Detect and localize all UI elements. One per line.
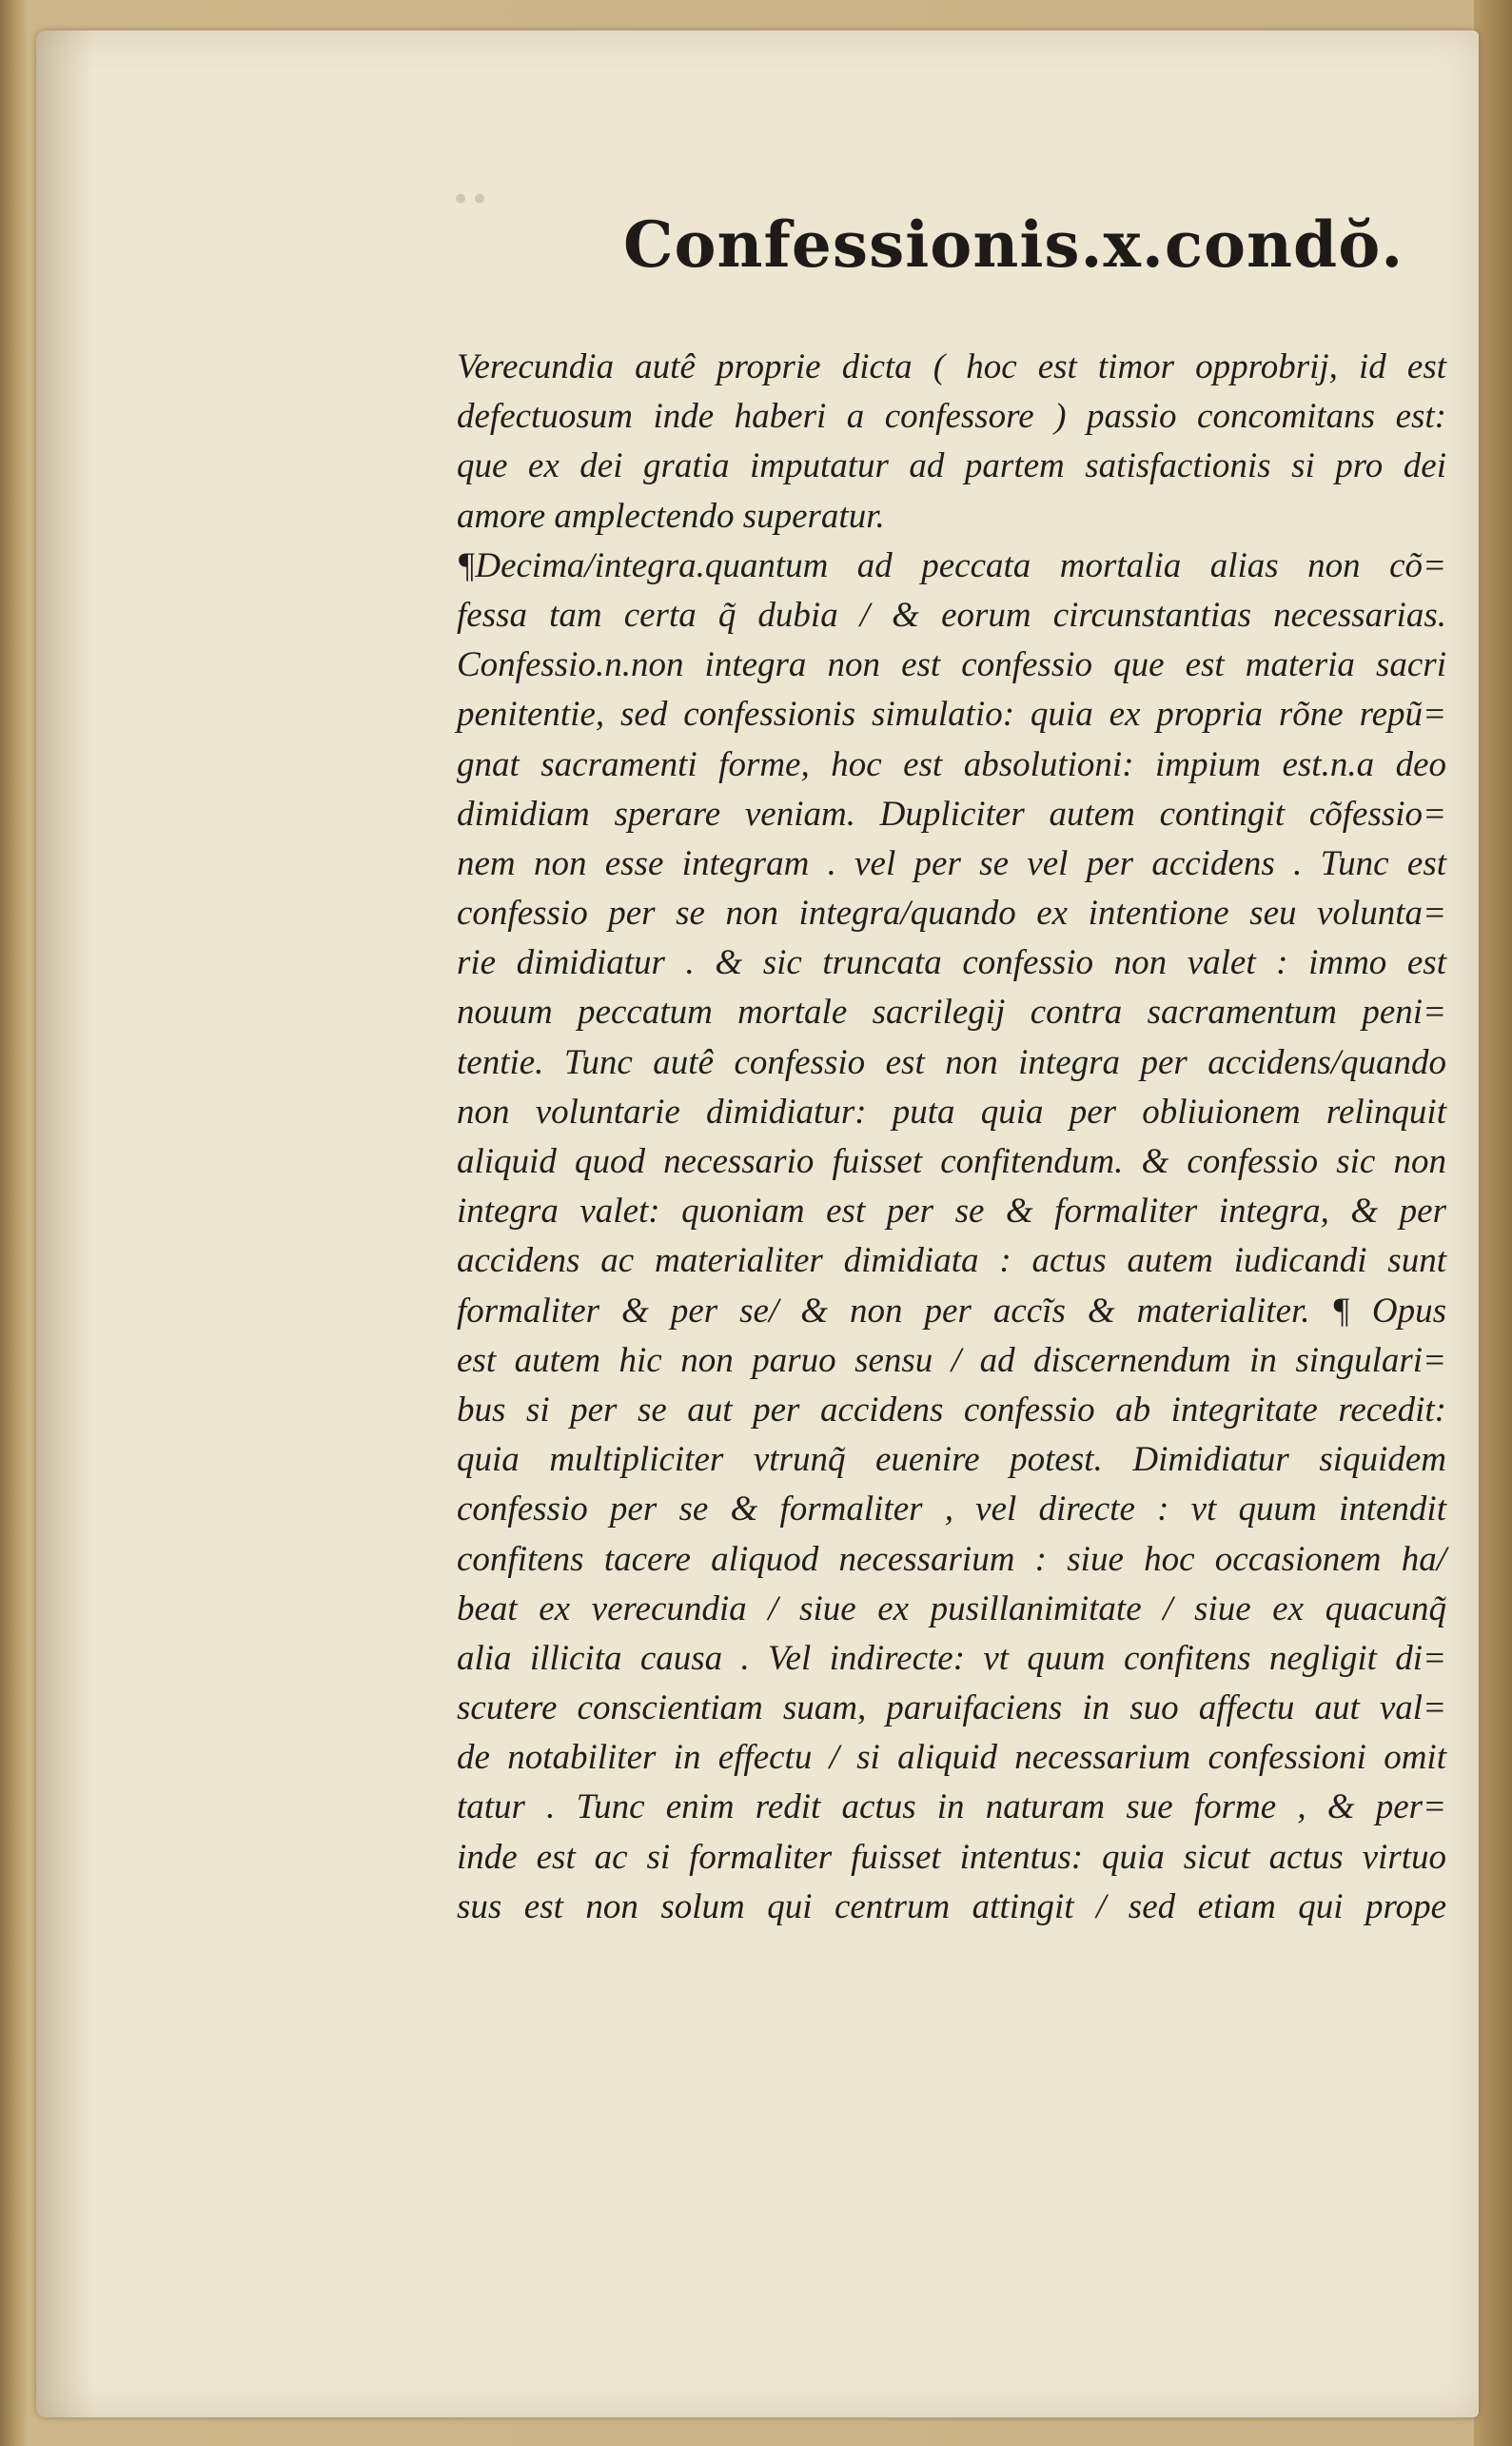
text-line: Verecundia autê proprie dicta ( hoc est timor opprobrij, id est: [457, 347, 1446, 386]
text-line: integra valet: quoniam est per se & formaliter integra, & per: [457, 1192, 1446, 1232]
text-line: est autem hic non paruo sensu / ad discernendum in singulari=: [457, 1340, 1446, 1380]
text-line: nouum peccatum mortale sacrilegij contra sacramentum peni=: [457, 993, 1446, 1033]
text-line: bus si per se aut per accidens confessio ab integritate recedit:: [457, 1390, 1446, 1430]
text-line: rie dimidiatur . & sic truncata confessio non valet : immo est: [457, 943, 1446, 983]
text-line: quia multipliciter vtrunq̃ euenire potest. Dimidiatur siquidem: [457, 1440, 1446, 1480]
text-line: amore amplectendo superatur.: [457, 496, 885, 536]
text-line: inde est ac si formaliter fuisset intentus: quia sicut actus virtuo: [457, 1837, 1446, 1877]
text-line: ¶Decima/integra.quantum ad peccata mortalia alias non cõ=: [457, 545, 1446, 585]
text-line: gnat sacramenti forme, hoc est absolutioni: impium est.n.a deo: [457, 744, 1446, 784]
text-line: tatur . Tunc enim redit actus in naturam sue forme , & per=: [457, 1787, 1446, 1827]
text-line: dimidiam sperare veniam. Dupliciter autem contingit cõfessio=: [457, 794, 1446, 834]
text-line: sus est non solum qui centrum attingit / sed etiam qui prope: [457, 1886, 1446, 1926]
text-line: defectuosum inde haberi a confessore ) passio concomitans est:: [457, 397, 1446, 437]
text-line: non voluntarie dimidiatur: puta quia per obliuionem relinquit: [457, 1092, 1446, 1132]
text-line: de notabiliter in effectu / si aliquid necessarium confessioni omit: [457, 1738, 1446, 1778]
text-line: confitens tacere aliquod necessarium : siue hoc occasionem ha/: [457, 1539, 1446, 1579]
page-heading: Confessionis.x.condŏ.: [623, 207, 1404, 282]
text-line: accidens ac materialiter dimidiata : actus autem iudicandi sunt: [457, 1241, 1446, 1281]
text-line: nem non esse integram . vel per se vel per accidens . Tunc est: [457, 843, 1446, 883]
book-edge: [1474, 0, 1512, 2446]
text-line: penitentie, sed confessionis simulatio: quia ex propria rõne repũ=: [457, 695, 1446, 735]
text-line: formaliter & per se/ & non per accĩs & materialiter. ¶ Opus: [457, 1291, 1446, 1331]
text-line: fessa tam certa q̃ dubia / & eorum circunstantias necessarias.: [457, 595, 1446, 635]
text-line: confessio per se non integra/quando ex intentione seu volunta=: [457, 894, 1446, 934]
text-line: Confessio.n.non integra non est confessio que est materia sacri: [457, 645, 1446, 685]
text-line: que ex dei gratia imputatur ad partem satisfactionis si pro dei: [457, 446, 1446, 486]
text-line: aliquid quod necessario fuisset confitendum. & confessio sic non: [457, 1142, 1446, 1181]
text-line: tentie. Tunc autê confessio est non integra per accidens/quando: [457, 1042, 1446, 1082]
body-text: [457, 343, 1446, 1926]
text-line: confessio per se & formaliter , vel directe : vt quum intendit: [457, 1489, 1446, 1529]
text-line: scutere conscientiam suam, paruifaciens in suo affectu aut val=: [457, 1688, 1446, 1728]
faint-ink-mark: ••: [451, 181, 490, 219]
text-line: alia illicita causa . Vel indirecte: vt quum confitens negligit di=: [457, 1638, 1446, 1678]
text-line: beat ex verecundia / siue ex pusillanimitate / siue ex quacunq̃: [457, 1588, 1446, 1628]
